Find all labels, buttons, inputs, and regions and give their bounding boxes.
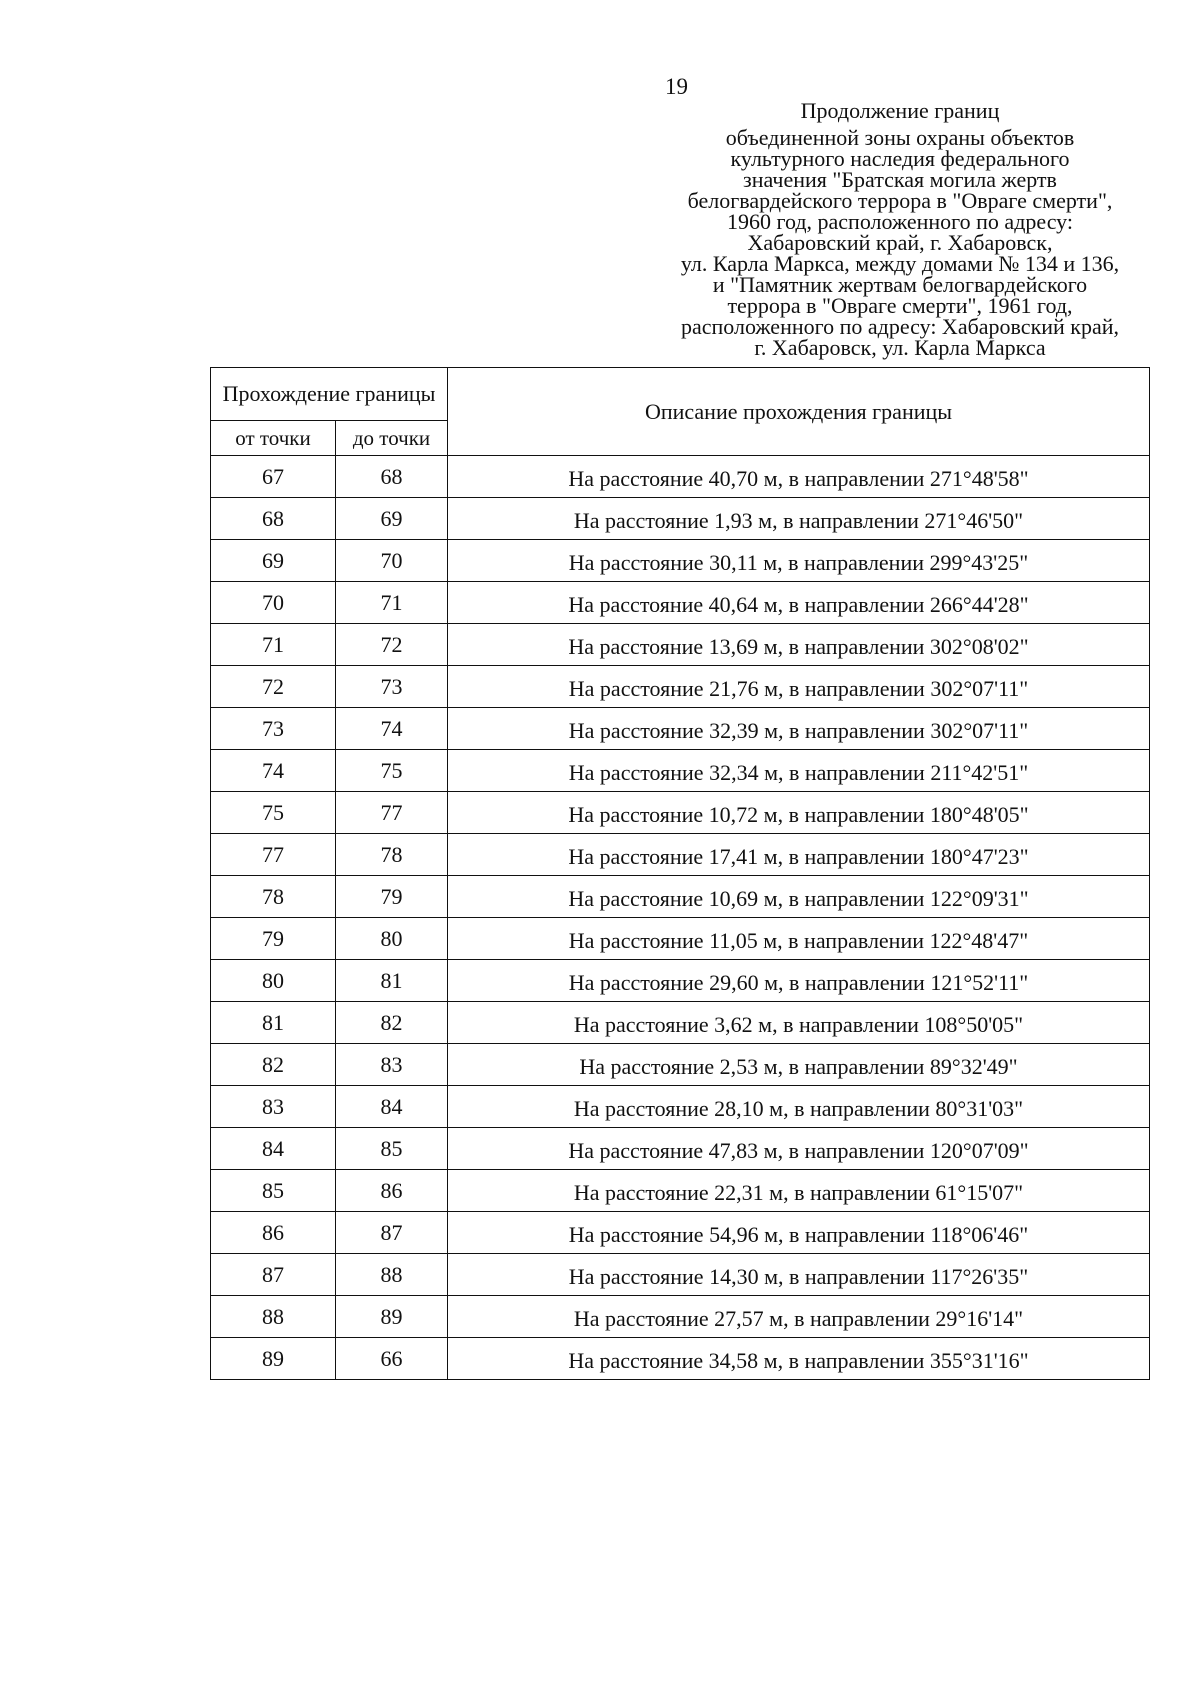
from-point-cell: 77: [211, 834, 336, 876]
header-from-point: от точки: [211, 421, 336, 456]
description-cell: На расстояние 10,72 м, в направлении 180°48'05": [448, 792, 1150, 834]
heading-line: террора в "Овраге смерти", 1961 год,: [727, 293, 1073, 318]
description-cell: На расстояние 29,60 м, в направлении 121°52'11": [448, 960, 1150, 1002]
boundary-table: [210, 367, 1150, 1380]
table-body: [211, 456, 1150, 1380]
heading-line: г. Хабаровск, ул. Карла Маркса: [754, 335, 1046, 360]
description-cell: На расстояние 17,41 м, в направлении 180°47'23": [448, 834, 1150, 876]
table-row: [211, 708, 1150, 750]
table-row: [211, 750, 1150, 792]
description-cell: На расстояние 27,57 м, в направлении 29°16'14": [448, 1296, 1150, 1338]
table-row: [211, 1002, 1150, 1044]
page-number: 19: [665, 74, 688, 99]
table-row: [211, 624, 1150, 666]
table-row: [211, 918, 1150, 960]
description-cell: На расстояние 40,70 м, в направлении 271°48'58": [448, 456, 1150, 498]
from-point-cell: 78: [211, 876, 336, 918]
description-cell: На расстояние 54,96 м, в направлении 118°06'46": [448, 1212, 1150, 1254]
description-cell: На расстояние 28,10 м, в направлении 80°31'03": [448, 1086, 1150, 1128]
to-point-cell: 74: [336, 708, 448, 750]
from-point-cell: 71: [211, 624, 336, 666]
to-point-cell: 75: [336, 750, 448, 792]
table-row: [211, 498, 1150, 540]
description-cell: На расстояние 22,31 м, в направлении 61°15'07": [448, 1170, 1150, 1212]
table-row: [211, 582, 1150, 624]
document-heading: [640, 100, 1160, 358]
to-point-cell: 86: [336, 1170, 448, 1212]
to-point-cell: 79: [336, 876, 448, 918]
from-point-cell: 69: [211, 540, 336, 582]
description-cell: На расстояние 13,69 м, в направлении 302°08'02": [448, 624, 1150, 666]
from-point-cell: 85: [211, 1170, 336, 1212]
heading-line: Хабаровский край, г. Хабаровск,: [747, 230, 1053, 255]
description-cell: На расстояние 32,39 м, в направлении 302°07'11": [448, 708, 1150, 750]
description-cell: На расстояние 10,69 м, в направлении 122°09'31": [448, 876, 1150, 918]
to-point-cell: 70: [336, 540, 448, 582]
table-row: [211, 1296, 1150, 1338]
table-row: [211, 960, 1150, 1002]
to-point-cell: 84: [336, 1086, 448, 1128]
from-point-cell: 79: [211, 918, 336, 960]
to-point-cell: 68: [336, 456, 448, 498]
heading-line: белогвардейского террора в "Овраге смерти",: [687, 188, 1113, 213]
table-row: [211, 1128, 1150, 1170]
to-point-cell: 85: [336, 1128, 448, 1170]
from-point-cell: 82: [211, 1044, 336, 1086]
header-boundary-passage: Прохождение границы: [211, 368, 448, 421]
table-row: [211, 540, 1150, 582]
table-row: [211, 1254, 1150, 1296]
to-point-cell: 72: [336, 624, 448, 666]
description-cell: На расстояние 1,93 м, в направлении 271°46'50": [448, 498, 1150, 540]
description-cell: На расстояние 3,62 м, в направлении 108°50'05": [448, 1002, 1150, 1044]
from-point-cell: 86: [211, 1212, 336, 1254]
to-point-cell: 73: [336, 666, 448, 708]
to-point-cell: 80: [336, 918, 448, 960]
description-cell: На расстояние 32,34 м, в направлении 211°42'51": [448, 750, 1150, 792]
to-point-cell: 83: [336, 1044, 448, 1086]
from-point-cell: 89: [211, 1338, 336, 1380]
to-point-cell: 66: [336, 1338, 448, 1380]
to-point-cell: 89: [336, 1296, 448, 1338]
table-row: [211, 666, 1150, 708]
from-point-cell: 67: [211, 456, 336, 498]
header-description: Описание прохождения границы: [448, 368, 1150, 456]
header-to-point: до точки: [336, 421, 448, 456]
to-point-cell: 81: [336, 960, 448, 1002]
table-row: [211, 1212, 1150, 1254]
from-point-cell: 70: [211, 582, 336, 624]
description-cell: На расстояние 21,76 м, в направлении 302°07'11": [448, 666, 1150, 708]
table-row: [211, 834, 1150, 876]
table-row: [211, 1338, 1150, 1380]
from-point-cell: 73: [211, 708, 336, 750]
description-cell: На расстояние 40,64 м, в направлении 266°44'28": [448, 582, 1150, 624]
from-point-cell: 84: [211, 1128, 336, 1170]
table-row: [211, 1170, 1150, 1212]
from-point-cell: 74: [211, 750, 336, 792]
heading-line: значения "Братская могила жертв: [743, 167, 1057, 192]
table-row: [211, 792, 1150, 834]
heading-line: расположенного по адресу: Хабаровский край,: [680, 314, 1120, 339]
heading-line: объединенной зоны охраны объектов: [725, 125, 1075, 150]
description-cell: На расстояние 34,58 м, в направлении 355°31'16": [448, 1338, 1150, 1380]
from-point-cell: 83: [211, 1086, 336, 1128]
table-row: [211, 456, 1150, 498]
from-point-cell: 80: [211, 960, 336, 1002]
to-point-cell: 77: [336, 792, 448, 834]
table-row: [211, 1044, 1150, 1086]
to-point-cell: 88: [336, 1254, 448, 1296]
table-row: [211, 1086, 1150, 1128]
from-point-cell: 68: [211, 498, 336, 540]
heading-title: Продолжение границ: [800, 98, 1000, 123]
description-cell: На расстояние 11,05 м, в направлении 122°48'47": [448, 918, 1150, 960]
from-point-cell: 88: [211, 1296, 336, 1338]
heading-line: культурного наследия федерального: [730, 146, 1070, 171]
heading-line: ул. Карла Маркса, между домами № 134 и 136,: [680, 251, 1120, 276]
to-point-cell: 71: [336, 582, 448, 624]
description-cell: На расстояние 47,83 м, в направлении 120°07'09": [448, 1128, 1150, 1170]
heading-line: и "Памятник жертвам белогвардейского: [712, 272, 1088, 297]
to-point-cell: 78: [336, 834, 448, 876]
from-point-cell: 72: [211, 666, 336, 708]
description-cell: На расстояние 30,11 м, в направлении 299°43'25": [448, 540, 1150, 582]
to-point-cell: 82: [336, 1002, 448, 1044]
from-point-cell: 75: [211, 792, 336, 834]
from-point-cell: 81: [211, 1002, 336, 1044]
to-point-cell: 69: [336, 498, 448, 540]
heading-line: 1960 год, расположенного по адресу:: [726, 209, 1074, 234]
description-cell: На расстояние 14,30 м, в направлении 117°26'35": [448, 1254, 1150, 1296]
to-point-cell: 87: [336, 1212, 448, 1254]
description-cell: На расстояние 2,53 м, в направлении 89°32'49": [448, 1044, 1150, 1086]
from-point-cell: 87: [211, 1254, 336, 1296]
table-row: [211, 876, 1150, 918]
